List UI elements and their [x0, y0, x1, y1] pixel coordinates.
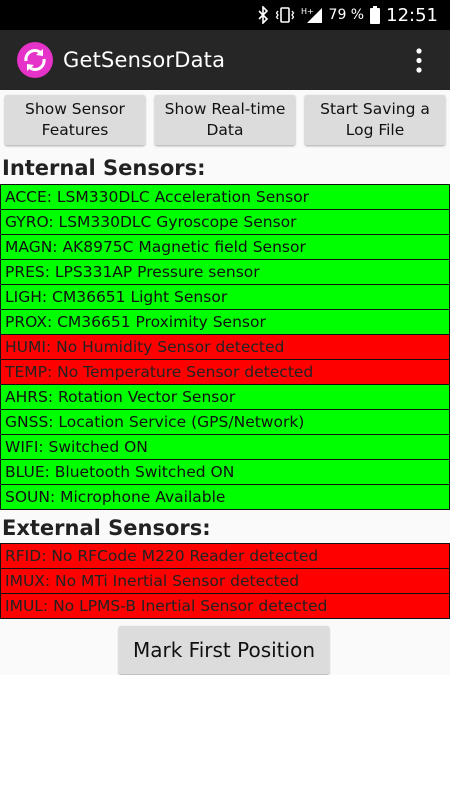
- mark-first-position-button[interactable]: Mark First Position: [119, 626, 329, 674]
- sensor-row: HUMI: No Humidity Sensor detected: [0, 334, 450, 360]
- sensor-row: PROX: CM36651 Proximity Sensor: [0, 309, 450, 335]
- sensor-row: PRES: LPS331AP Pressure sensor: [0, 259, 450, 285]
- sensor-row: AHRS: Rotation Vector Sensor: [0, 384, 450, 410]
- sensor-row: GNSS: Location Service (GPS/Network): [0, 409, 450, 435]
- app-bar: [0, 30, 450, 90]
- svg-text:H+: H+: [300, 7, 314, 16]
- overflow-menu-icon[interactable]: [416, 47, 422, 74]
- clock: 12:51: [386, 4, 438, 26]
- sync-logo-icon: [16, 41, 54, 79]
- sensor-row: TEMP: No Temperature Sensor detected: [0, 359, 450, 385]
- external-sensor-list: [0, 543, 450, 618]
- sensor-row: IMUX: No MTi Inertial Sensor detected: [0, 568, 450, 594]
- status-bar: [0, 0, 450, 30]
- sensor-row: ACCE: LSM330DLC Acceleration Sensor: [0, 184, 450, 210]
- empty-area: [0, 675, 450, 800]
- internal-sensor-list: [0, 184, 450, 509]
- sensor-row: RFID: No RFCode M220 Reader detected: [0, 543, 450, 569]
- start-log-file-button[interactable]: Start Saving a Log File: [305, 95, 445, 145]
- sensor-row: GYRO: LSM330DLC Gyroscope Sensor: [0, 209, 450, 235]
- battery-icon: [370, 6, 380, 24]
- sensor-row: WIFI: Switched ON: [0, 434, 450, 460]
- external-sensors-heading: External Sensors:: [2, 516, 211, 540]
- sensor-row: MAGN: AK8975C Magnetic field Sensor: [0, 234, 450, 260]
- sensor-row: LIGH: CM36651 Light Sensor: [0, 284, 450, 310]
- app-title: GetSensorData: [63, 48, 226, 72]
- show-realtime-data-button[interactable]: Show Real-time Data: [155, 95, 295, 145]
- signal-hplus-icon: [301, 6, 323, 24]
- battery-percent: 79 %: [328, 7, 365, 23]
- sensor-row: IMUL: No LPMS-B Inertial Sensor detected: [0, 593, 450, 619]
- show-sensor-features-button[interactable]: Show Sensor Features: [5, 95, 145, 145]
- internal-sensors-heading: Internal Sensors:: [2, 156, 206, 180]
- vibrate-icon: [275, 6, 295, 24]
- status-icons: [257, 0, 438, 30]
- sensor-row: BLUE: Bluetooth Switched ON: [0, 459, 450, 485]
- sensor-row: SOUN: Microphone Available: [0, 484, 450, 510]
- bluetooth-icon: [257, 6, 269, 24]
